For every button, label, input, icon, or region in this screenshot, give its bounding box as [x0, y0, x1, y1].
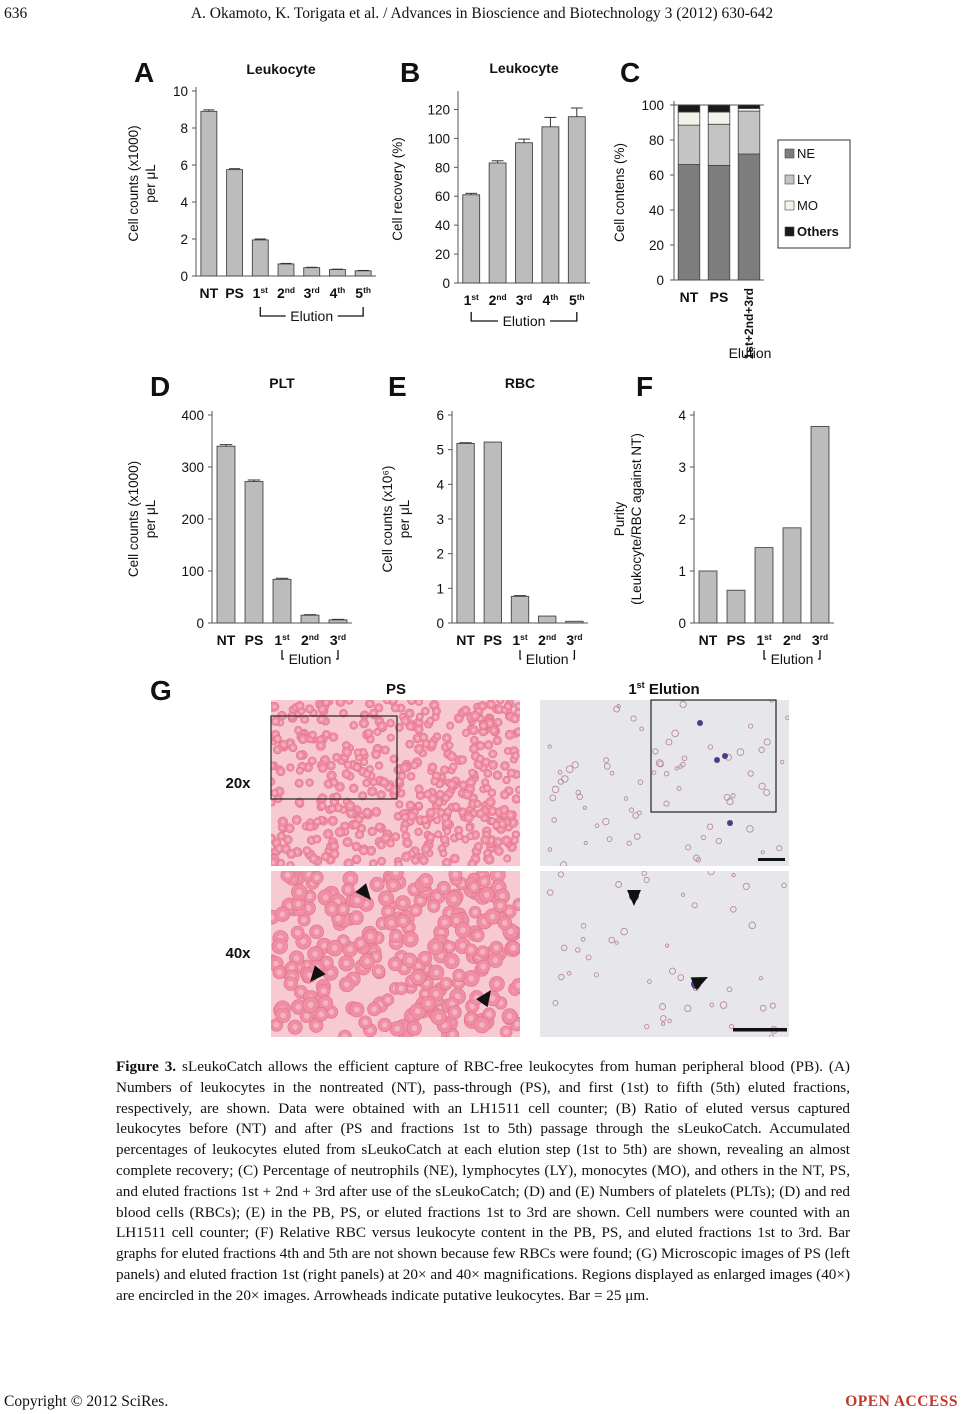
x-tick-label: 2nd	[488, 292, 507, 308]
legend-swatch	[785, 175, 794, 184]
x-tick-label: 1st	[463, 292, 479, 308]
y-axis-label: Cell counts (x1000)	[126, 460, 141, 578]
y-tick-label: 60	[648, 168, 664, 183]
bar-NT	[201, 111, 217, 276]
panel-b	[390, 57, 590, 329]
bar-3rd	[329, 620, 347, 623]
micrograph-elution-20x	[540, 699, 789, 868]
panel-title: RBC	[504, 375, 536, 391]
y-axis-label: Cell contens (%)	[612, 142, 627, 243]
y-tick-label: 0	[656, 273, 664, 288]
bar-PS	[727, 590, 745, 623]
y-tick-label: 100	[181, 564, 204, 579]
y-tick-label: 0	[436, 616, 444, 631]
y-tick-label: 120	[427, 102, 450, 118]
y-tick-label: 60	[434, 189, 450, 205]
bar-NT	[699, 571, 717, 623]
legend-label: Others	[797, 224, 839, 239]
y-axis-label: per μL	[143, 164, 158, 203]
copyright-notice: Copyright © 2012 SciRes.	[4, 1393, 169, 1410]
y-tick-label: 3	[678, 460, 686, 475]
y-tick-label: 8	[180, 121, 188, 136]
legend-label: NE	[797, 146, 816, 161]
bar-1st	[252, 240, 268, 276]
x-tick-label: NT	[698, 632, 718, 648]
panel-letter: E	[388, 371, 407, 402]
running-title: A. Okamoto, K. Torigata et al. / Advances in Bioscience and Biotechnology 3 (2012) 630-642	[190, 5, 774, 22]
x-tick-label: 1st	[756, 632, 772, 648]
segment-mo	[708, 112, 730, 124]
row-label-20x: 20x	[225, 775, 251, 792]
x-tick-label: 4th	[542, 292, 559, 308]
elution-label: Elution	[290, 308, 334, 324]
y-tick-label: 20	[648, 238, 664, 253]
bar-1st	[463, 195, 480, 283]
y-tick-label: 4	[180, 195, 188, 210]
column-label-ps: PS	[385, 681, 407, 698]
y-tick-label: 0	[180, 269, 188, 284]
bar-2nd	[783, 528, 801, 623]
bar-3rd	[516, 143, 533, 283]
panel-a	[126, 57, 376, 324]
legend-swatch	[785, 149, 794, 158]
y-tick-label: 300	[181, 460, 204, 475]
segment-others	[708, 105, 730, 112]
segment-ly	[678, 125, 700, 164]
y-tick-label: 0	[442, 276, 450, 291]
panel-letter: B	[400, 57, 421, 88]
bar-3rd	[566, 621, 583, 623]
legend-label: LY	[797, 172, 812, 187]
micrograph-ps-20x	[267, 696, 523, 869]
y-tick-label: 6	[180, 158, 188, 173]
bar-PS	[245, 482, 263, 623]
x-tick-label: 2nd	[538, 632, 557, 648]
micrograph-elution-40x	[540, 869, 789, 1039]
bar-4th	[329, 270, 345, 276]
elution-label: Elution	[525, 651, 569, 667]
y-tick-label: 5	[436, 442, 444, 458]
bar-1st	[755, 548, 773, 623]
y-tick-label: 80	[648, 133, 664, 148]
caption-text: sLeukoCatch allows the efficient capture of RBC-free leukocytes from human peripheral blood (PB). (A) Numbers of leukocytes in the nontreated (NT), pass-through (PS), and first (1st) to fifth (5th) eluted fractions, respectively, are shown. Data were obtained with an LH1511 cell counter; (B) Ratio of eluted versus captured leukocytes before (NT) and after (PS and fractions 1st to 5th) passage through the sLeukoCatch. Accumulated percentages of leukocytes eluted from sLeukoCatch at each elution step (1st to 5th) are shown, revealing an almost complete recovery; (C) Percentage of neutrophils (NE), lymphocytes (LY), monocytes (MO), and others in the NT, PS, and eluted fractions 1st + 2nd + 3rd after use of the sLeukoCatch; (D) and (E) Numbers of platelets (PLTs); (D) and red blood cells (RBCs); (E) in the PB, PS, or eluted fractions 1st to 3rd are shown. Cell numbers were counted with an LH1511 cell counter; (F) Relative RBC versus leukocyte content in the PB, PS, and eluted fractions 1st to 3rd. Bar graphs for eluted fractions 4th and 5th are not shown because few RBCs were found; (G) Microscopic images of PS (left panels) and eluted fraction 1st (right panels) at 20× and 40× magnifications. Regions displayed as enlarged images (40×) are encircled in the 20× images. Arrowheads indicate putative leukocytes. Bar = 25 μm.	[116, 1058, 850, 1304]
segment-others	[738, 105, 760, 109]
segment-ne	[708, 165, 730, 280]
y-tick-label: 100	[427, 131, 450, 147]
y-tick-label: 10	[172, 84, 188, 99]
bar-PS	[227, 170, 243, 276]
x-tick-label: 5th	[355, 285, 371, 301]
y-axis-label: (Leukocyte/RBC against NT)	[629, 433, 644, 605]
y-tick-label: 0	[196, 616, 204, 631]
y-axis-label: Purity	[612, 501, 627, 537]
panel-g	[150, 675, 789, 1043]
scale-bar	[733, 1028, 787, 1032]
legend	[778, 140, 850, 248]
figure-caption	[116, 1057, 850, 1307]
segment-others	[678, 105, 700, 112]
bar-NT	[457, 443, 474, 623]
legend-label: MO	[797, 198, 818, 213]
segment-ly	[738, 111, 760, 154]
x-tick-label: 3rd	[811, 632, 829, 648]
bar-3rd	[811, 426, 829, 623]
y-tick-label: 20	[434, 247, 450, 263]
segment-ly	[708, 124, 730, 165]
x-tick-label: 1st	[512, 632, 528, 648]
bar-2nd	[489, 163, 506, 283]
y-axis-label: Cell counts (x1000)	[126, 125, 141, 242]
elution-label: Elution	[502, 313, 546, 329]
elution-label: Elution	[288, 651, 332, 667]
x-tick-label: PS	[225, 285, 244, 301]
bar-2nd	[278, 264, 294, 276]
panel-letter: C	[620, 57, 641, 88]
scale-bar	[758, 858, 785, 861]
bar-PS	[484, 442, 501, 623]
x-tick-label: 1st+2nd+3rd	[742, 288, 756, 360]
x-tick-label: PS	[726, 632, 746, 648]
x-tick-label: NT	[456, 632, 475, 648]
y-tick-label: 2	[436, 546, 444, 562]
panel-letter: A	[134, 57, 155, 88]
panel-title: Leukocyte	[246, 61, 316, 77]
y-tick-label: 1	[436, 581, 444, 597]
x-tick-label: 2nd	[300, 632, 320, 648]
x-tick-label: 5th	[568, 292, 585, 308]
bar-4th	[542, 127, 559, 283]
x-tick-label: 3rd	[303, 285, 320, 301]
panel-f	[612, 371, 834, 667]
panel-c	[612, 57, 850, 361]
segment-ne	[678, 165, 700, 281]
y-tick-label: 3	[436, 512, 444, 527]
leukocyte	[722, 753, 728, 759]
y-axis-label: Cell recovery (%)	[390, 137, 405, 241]
bar-2nd	[301, 615, 319, 623]
legend-swatch	[785, 227, 794, 236]
y-axis-label: Cell counts (x10⁶)	[380, 465, 395, 573]
x-tick-label: NT	[199, 285, 219, 301]
x-tick-label: 3rd	[566, 632, 583, 648]
y-tick-label: 0	[678, 616, 686, 631]
open-access-label: OPEN ACCESS	[845, 1393, 958, 1410]
bar-1st	[273, 579, 291, 623]
panel-title: Leukocyte	[489, 60, 559, 76]
segment-mo	[678, 112, 700, 125]
y-axis-label: per μL	[397, 499, 412, 539]
x-tick-label: NT	[679, 289, 699, 305]
leukocyte	[727, 820, 733, 826]
segment-ne	[738, 154, 760, 280]
bar-2nd	[538, 616, 555, 623]
micrograph-ps-40x	[265, 865, 526, 1043]
x-tick-label: PS	[483, 632, 503, 648]
panel-letter: D	[150, 371, 171, 402]
page-number: 636	[4, 5, 28, 22]
x-tick-label: 2nd	[276, 285, 296, 301]
y-tick-label: 1	[678, 564, 686, 579]
y-axis-label: per μL	[143, 499, 158, 539]
x-tick-label: PS	[244, 632, 264, 648]
x-tick-label: 2nd	[782, 632, 802, 648]
panel-letter: G	[150, 675, 172, 706]
y-tick-label: 80	[434, 160, 450, 176]
y-tick-label: 100	[641, 98, 664, 113]
x-tick-label: PS	[709, 289, 729, 305]
y-tick-label: 4	[678, 408, 686, 423]
y-tick-label: 40	[648, 203, 664, 218]
panel-d	[126, 371, 352, 667]
panel-letter: F	[636, 371, 654, 402]
y-tick-label: 400	[181, 408, 204, 423]
panel-title: PLT	[269, 375, 295, 391]
bar-3rd	[304, 268, 320, 276]
leukocyte	[714, 757, 720, 763]
bar-1st	[511, 596, 528, 623]
y-tick-label: 200	[181, 512, 204, 527]
leukocyte	[697, 720, 703, 726]
x-tick-label: 3rd	[329, 632, 347, 648]
elution-label: Elution	[728, 345, 772, 361]
row-label-40x: 40x	[225, 945, 251, 962]
y-tick-label: 2	[180, 232, 188, 247]
y-tick-label: 2	[678, 512, 686, 527]
caption-label: Figure 3.	[116, 1058, 177, 1075]
panel-e	[380, 371, 588, 667]
x-tick-label: 1st	[274, 632, 290, 648]
x-tick-label: NT	[216, 632, 236, 648]
column-label-elution: 1st Elution	[628, 680, 700, 698]
legend-swatch	[785, 201, 794, 210]
x-tick-label: 3rd	[515, 292, 533, 308]
elution-label: Elution	[770, 651, 814, 667]
y-tick-label: 6	[436, 408, 444, 423]
bar-5th	[568, 117, 585, 283]
x-tick-label: 1st	[252, 285, 268, 301]
bar-NT	[217, 446, 235, 623]
y-tick-label: 40	[434, 218, 450, 234]
bar-5th	[355, 271, 371, 276]
x-tick-label: 4th	[329, 285, 346, 301]
y-tick-label: 4	[436, 477, 444, 493]
figure-3	[0, 48, 964, 1048]
